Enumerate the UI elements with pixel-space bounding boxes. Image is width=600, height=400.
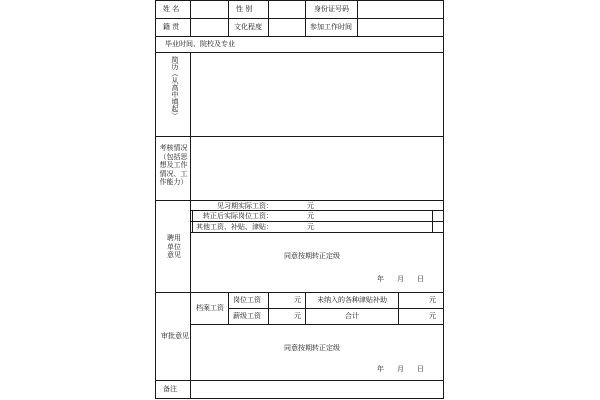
wage-right-border — [432, 210, 433, 233]
education-label: 文化程度 — [234, 23, 262, 31]
name-label: 姓 名 — [163, 5, 180, 13]
work-start-label: 参加工作时间 — [310, 23, 352, 31]
approval-opinion-label: 审批意见 — [161, 332, 189, 340]
employer-agree-text: 同意按期转正定级 — [284, 252, 340, 260]
probation-wage-field[interactable] — [278, 201, 308, 210]
approval-date-year: 年 — [377, 365, 384, 373]
remarks-field[interactable] — [191, 381, 443, 398]
id-number-label: 身份证号码 — [314, 5, 349, 13]
other-wage-field[interactable] — [278, 222, 308, 232]
post-wage-field[interactable] — [278, 211, 308, 221]
work-start-field[interactable] — [358, 19, 443, 36]
origin-label: 籍 贯 — [163, 23, 180, 31]
employer-date-year: 年 — [377, 275, 384, 283]
other-wage-label: 其他工资、补贴、津贴： — [196, 223, 273, 231]
id-number-field[interactable] — [358, 1, 443, 18]
employer-date-month: 月 — [397, 275, 404, 283]
unincluded-allowance-field[interactable] — [399, 293, 426, 308]
graduation-label: 毕业时间、院校及专业 — [165, 40, 235, 48]
total-label: 合计 — [345, 312, 359, 320]
education-field[interactable] — [269, 19, 305, 36]
unincluded-allowance-label: 未纳入的各种津贴补助 — [317, 296, 387, 304]
approval-date-month: 月 — [397, 365, 404, 373]
grade-wage-unit: 元 — [294, 312, 301, 320]
name-field[interactable] — [191, 1, 228, 18]
approval-post-wage-unit: 元 — [294, 296, 301, 304]
assessment-label: 考核情况（包括思想及工作情况、工作能力） — [159, 144, 188, 186]
approval-date-day: 日 — [417, 365, 424, 373]
col-line-b — [228, 0, 229, 37]
assessment-field[interactable] — [191, 137, 443, 200]
origin-field[interactable] — [191, 19, 228, 36]
employer-date-day: 日 — [417, 275, 424, 283]
grade-wage-field[interactable] — [269, 309, 293, 324]
col-line-d — [305, 0, 306, 37]
unincluded-allowance-unit: 元 — [429, 296, 436, 304]
total-field[interactable] — [399, 309, 426, 324]
post-wage-label: 转正后实际岗位工资： — [203, 212, 273, 220]
probation-wage-unit: 元 — [307, 202, 314, 210]
approval-agree-text: 同意按期转正定级 — [284, 344, 340, 352]
remarks-label: 备注 — [163, 385, 177, 393]
archive-col-1 — [228, 292, 229, 325]
wage-line-2 — [190, 221, 444, 222]
grade-wage-label: 薪级工资 — [233, 312, 261, 320]
approval-post-wage-field[interactable] — [269, 293, 293, 308]
archive-col-3 — [305, 292, 306, 325]
approval-post-wage-label: 岗位工资 — [233, 296, 261, 304]
resume-field[interactable] — [191, 53, 443, 136]
other-wage-unit: 元 — [307, 223, 314, 231]
resume-label: 简历（从高中填起） — [171, 56, 179, 119]
wage-line-3 — [190, 232, 444, 233]
gender-label: 性 别 — [236, 5, 253, 13]
wage-left-border — [192, 210, 193, 233]
probation-wage-label: 见习期实际工资： — [217, 202, 273, 210]
employer-opinion-label: 聘用单位意见 — [167, 234, 181, 259]
post-wage-unit: 元 — [307, 212, 314, 220]
gender-field[interactable] — [269, 1, 305, 18]
total-unit: 元 — [429, 312, 436, 320]
graduation-field[interactable] — [270, 37, 443, 52]
frame-bottom — [155, 398, 444, 399]
archive-wage-label: 档案工资 — [196, 304, 224, 312]
